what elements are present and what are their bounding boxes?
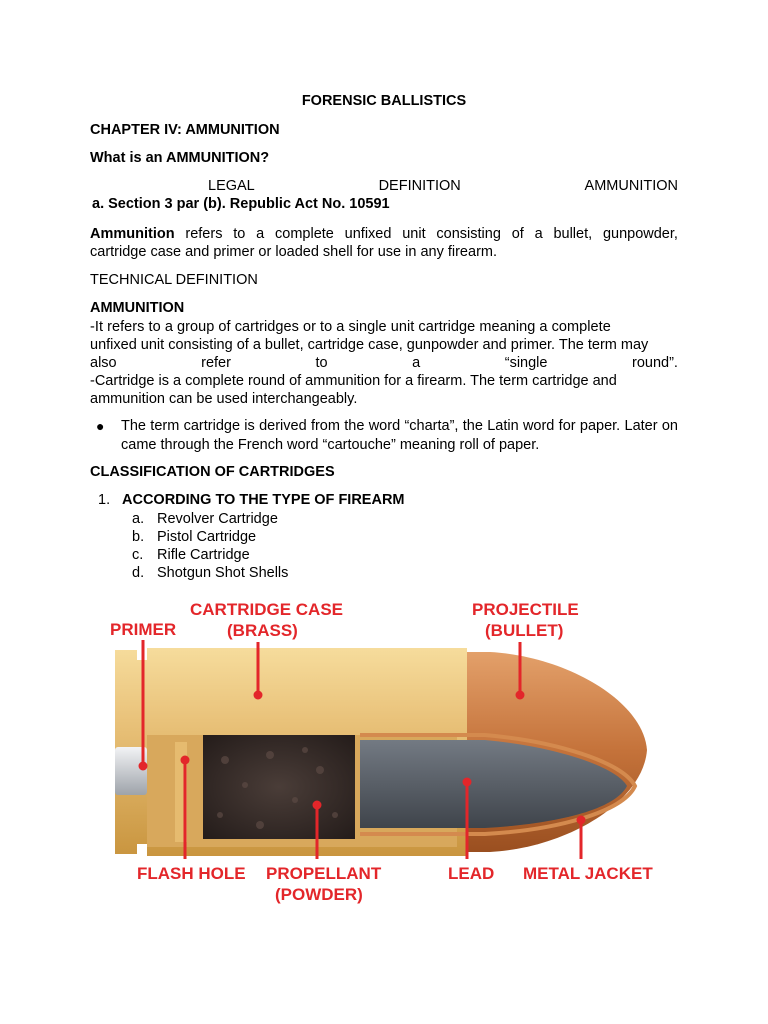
label-lead: LEAD bbox=[448, 864, 495, 883]
ammunition-subheading: AMMUNITION bbox=[90, 300, 185, 316]
bullet-item-text: The term cartridge is derived from the word “charta”, the Latin word for paper. Later on came through the French word “cartouche” meaning roll of paper. bbox=[121, 418, 678, 453]
chapter-heading: CHAPTER IV: AMMUNITION bbox=[90, 122, 280, 138]
word: a bbox=[534, 226, 543, 242]
word: complete bbox=[275, 226, 334, 242]
question-heading: What is an AMMUNITION? bbox=[90, 150, 270, 166]
legal-definition-line-1 bbox=[90, 225, 678, 243]
label-metal-jacket: METAL JACKET bbox=[523, 864, 653, 883]
tech-line-5: ammunition can be used interchangeably. bbox=[90, 391, 358, 407]
sub-text: Pistol Cartridge bbox=[157, 529, 257, 545]
label-bullet: (BULLET) bbox=[485, 621, 564, 640]
word: unit bbox=[402, 226, 426, 242]
technical-definition-heading: TECHNICAL DEFINITION bbox=[90, 272, 258, 288]
tech-line-4 bbox=[90, 372, 678, 390]
legal-definition-paragraph bbox=[90, 225, 678, 261]
ammunition-word: AMMUNITION bbox=[584, 178, 678, 194]
label-powder: (POWDER) bbox=[275, 885, 363, 904]
list-item-heading: ACCORDING TO THE TYPE OF FIREARM bbox=[122, 492, 405, 508]
word: a bbox=[256, 226, 265, 242]
word: refers bbox=[185, 226, 223, 242]
label-brass: (BRASS) bbox=[227, 621, 298, 640]
word: refer bbox=[201, 355, 231, 371]
label-propellant: PROPELLANT bbox=[266, 864, 382, 883]
label-flash-hole: FLASH HOLE bbox=[137, 864, 246, 883]
legal-definition-line-2: cartridge case and primer or loaded shell for use in any firearm. bbox=[90, 244, 497, 260]
sub-text: Revolver Cartridge bbox=[157, 511, 278, 527]
line-text: unfixed unit consisting of a bullet, cartridge case, gunpowder and primer. The term may bbox=[90, 337, 649, 353]
sub-list-item bbox=[132, 528, 256, 546]
sub-letter: c. bbox=[132, 547, 144, 563]
ammunition-term: Ammunition bbox=[90, 226, 175, 242]
document-title: FORENSIC BALLISTICS bbox=[301, 93, 467, 109]
line-text: -It refers to a group of cartridges or to a single unit cartridge meaning a complete bbox=[90, 319, 611, 335]
word: of bbox=[511, 226, 524, 242]
legal-word: LEGAL bbox=[208, 178, 255, 194]
classification-heading: CLASSIFICATION OF CARTRIDGES bbox=[90, 464, 335, 480]
tech-line-3 bbox=[90, 354, 678, 372]
cartridge-diagram bbox=[95, 590, 665, 910]
word: bullet, bbox=[553, 226, 593, 242]
sub-letter: b. bbox=[132, 529, 145, 545]
label-projectile: PROJECTILE bbox=[472, 600, 579, 619]
sub-letter: a. bbox=[132, 511, 145, 527]
word: unfixed bbox=[344, 226, 392, 242]
sub-text: Shotgun Shot Shells bbox=[157, 565, 289, 581]
word: a bbox=[412, 355, 421, 371]
word: round”. bbox=[631, 355, 678, 371]
word: to bbox=[233, 226, 246, 242]
legal-definition-heading bbox=[208, 177, 678, 195]
sub-letter: d. bbox=[132, 565, 145, 581]
numbered-list-item bbox=[98, 492, 405, 508]
tech-line-2 bbox=[90, 336, 678, 354]
label-cartridge-case: CARTRIDGE CASE bbox=[190, 600, 344, 619]
word: consisting bbox=[436, 226, 501, 242]
tech-line-1 bbox=[90, 318, 678, 336]
sub-text: Rifle Cartridge bbox=[157, 547, 250, 563]
label-primer: PRIMER bbox=[110, 620, 177, 639]
word: to bbox=[315, 355, 328, 371]
sub-list-item bbox=[132, 510, 278, 528]
line-text: -Cartridge is a complete round of ammunition for a firearm. The term cartridge and bbox=[90, 373, 617, 389]
section-reference: a. Section 3 par (b). Republic Act No. 10591 bbox=[92, 196, 390, 212]
propellant-shape bbox=[203, 735, 355, 839]
list-number: 1. bbox=[98, 492, 111, 508]
sub-list-item bbox=[132, 546, 250, 564]
word: also bbox=[90, 355, 117, 371]
definition-word: DEFINITION bbox=[378, 178, 461, 194]
technical-definition-paragraph bbox=[90, 318, 678, 408]
bullet-dot-icon: ● bbox=[96, 418, 105, 434]
sub-list-item bbox=[132, 564, 288, 582]
word: gunpowder, bbox=[602, 226, 678, 242]
word: “single bbox=[504, 355, 548, 371]
